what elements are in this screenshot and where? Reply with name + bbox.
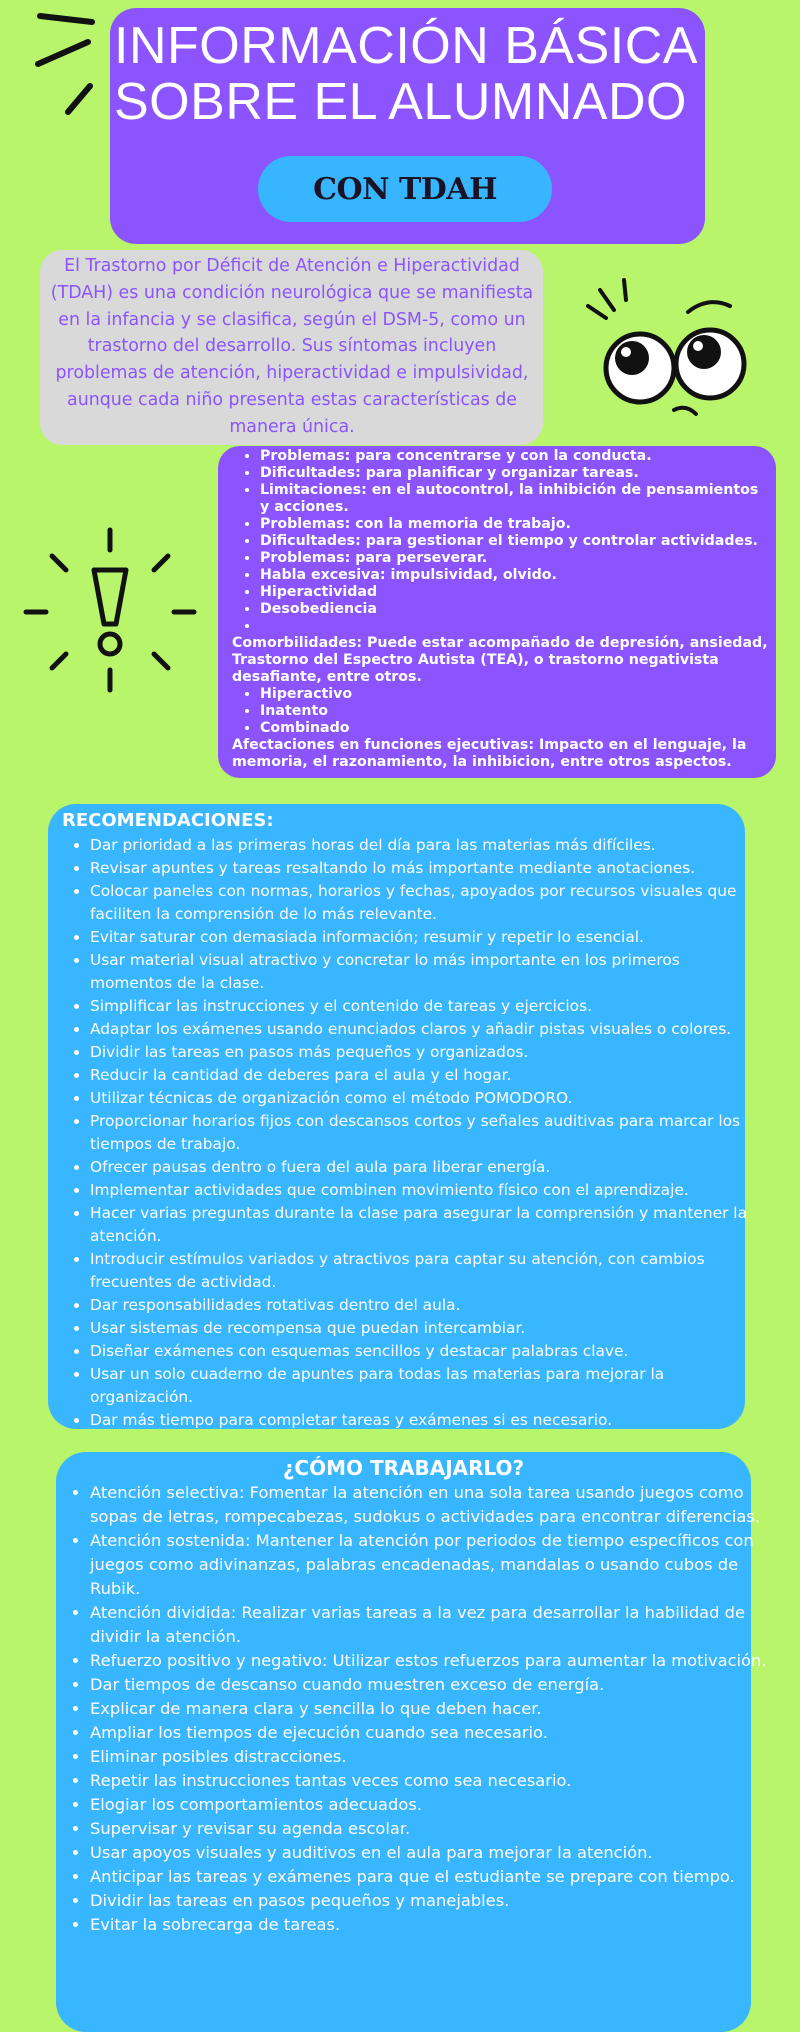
list-item: • Simplificar las instrucciones y el contenido de tareas y ejercicios. bbox=[90, 995, 762, 1018]
list-item: • Problemas: para perseverar. bbox=[260, 550, 772, 567]
list-item: • Evitar la sobrecarga de tareas. bbox=[90, 1913, 770, 1937]
list-item: • Atención sostenida: Mantener la atención por periodos de tiempo específicos con juegos como adivinanzas, palabras encadenadas, mandalas o usando cubos de Rubik. bbox=[90, 1529, 770, 1601]
list-item: • Reducir la cantidad de deberes para el aula y el hogar. bbox=[90, 1064, 762, 1087]
how-to-panel bbox=[56, 1452, 767, 2032]
intro-panel bbox=[40, 250, 543, 445]
list-item: • Usar sistemas de recompensa que puedan intercambiar. bbox=[90, 1317, 762, 1340]
list-item: • Usar apoyos visuales y auditivos en el aula para mejorar la atención. bbox=[90, 1841, 770, 1865]
list-item: • Dividir las tareas en pasos más pequeños y organizados. bbox=[90, 1041, 762, 1064]
executive-functions-text: Afectaciones en funciones ejecutivas: Impacto en el lenguaje, la memoria, el razonamiento, la inhibicion, entre otros aspectos. bbox=[232, 737, 747, 770]
list-item: • Supervisar y revisar su agenda escolar. bbox=[90, 1817, 770, 1841]
list-item: • Explicar de manera clara y sencilla lo que deben hacer. bbox=[90, 1697, 770, 1721]
list-item: • Problemas: con la memoria de trabajo. bbox=[260, 516, 772, 533]
list-item: • Hacer varias preguntas durante la clase para asegurar la comprensión y mantener la atención. bbox=[90, 1202, 762, 1248]
list-item: • Inatento bbox=[260, 703, 772, 720]
list-item: • Ofrecer pausas dentro o fuera del aula para liberar energía. bbox=[90, 1156, 762, 1179]
recommendations-title: RECOMENDACIONES: bbox=[62, 810, 274, 831]
title-banner bbox=[110, 8, 705, 244]
subtitle-badge: CON TDAH bbox=[258, 156, 552, 222]
list-item: • Proporcionar horarios fijos con descansos cortos y señales auditivas para marcar los tiempos de trabajo. bbox=[90, 1110, 762, 1156]
list-item: • Dar prioridad a las primeras horas del día para las materias más difíciles. bbox=[90, 834, 762, 857]
list-item: • Refuerzo positivo y negativo: Utilizar estos refuerzos para aumentar la motivación. bbox=[90, 1649, 770, 1673]
list-item: • Problemas: para concentrarse y con la conducta. bbox=[260, 448, 772, 465]
page-title bbox=[114, 18, 704, 130]
worried-eyes-icon bbox=[570, 276, 770, 426]
recommendations-list bbox=[68, 834, 762, 1432]
list-item: • Hiperactivo bbox=[260, 686, 772, 703]
symptoms-panel bbox=[218, 446, 776, 778]
list-item: • Diseñar exámenes con esquemas sencillos y destacar palabras clave. bbox=[90, 1340, 762, 1363]
list-item: • Revisar apuntes y tareas resaltando lo más importante mediante anotaciones. bbox=[90, 857, 762, 880]
list-item: • Evitar saturar con demasiada información; resumir y repetir lo esencial. bbox=[90, 926, 762, 949]
list-item: • Desobediencia bbox=[260, 601, 772, 618]
list-item: • Atención dividida: Realizar varias tareas a la vez para desarrollar la habilidad de dividir la atención. bbox=[90, 1601, 770, 1649]
list-item: • Dar responsabilidades rotativas dentro del aula. bbox=[90, 1294, 762, 1317]
list-item: • Dificultades: para planificar y organizar tareas. bbox=[260, 465, 772, 482]
list-item: • Usar un solo cuaderno de apuntes para todas las materias para mejorar la organización. bbox=[90, 1363, 762, 1409]
list-item: • Dar tiempos de descanso cuando muestren exceso de energía. bbox=[90, 1673, 770, 1697]
list-item: • Limitaciones: en el autocontrol, la inhibición de pensamientos y acciones. bbox=[260, 482, 772, 516]
list-item: • Dar más tiempo para completar tareas y exámenes si es necesario. bbox=[90, 1409, 762, 1432]
list-item bbox=[260, 618, 772, 635]
accent-lines-icon bbox=[30, 8, 110, 120]
symptoms-list bbox=[232, 448, 772, 635]
list-item: • Habla excesiva: impulsividad, olvido. bbox=[260, 567, 772, 584]
list-item: • Combinado bbox=[260, 720, 772, 737]
list-item: • Usar material visual atractivo y concretar lo más importante en los primeros momentos de la clase. bbox=[90, 949, 762, 995]
title-line-1: INFORMACIÓN BÁSICA bbox=[114, 17, 698, 75]
list-item: • Adaptar los exámenes usando enunciados claros y añadir pistas visuales o colores. bbox=[90, 1018, 762, 1041]
how-to-title: ¿CÓMO TRABAJARLO? bbox=[282, 1456, 525, 1480]
list-item: • Colocar paneles con normas, horarios y fechas, apoyados por recursos visuales que faciliten la comprensión de lo más relevante. bbox=[90, 880, 762, 926]
comorbidities-text: Comorbilidades: Puede estar acompañado de depresión, ansiedad, Trastorno del Espectro Autista (TEA), o trastorno negativista desafiante, entre otros. bbox=[232, 635, 768, 685]
list-item: • Utilizar técnicas de organización como el método POMODORO. bbox=[90, 1087, 762, 1110]
list-item: • Hiperactividad bbox=[260, 584, 772, 601]
types-list bbox=[232, 686, 772, 737]
list-item: • Ampliar los tiempos de ejecución cuando sea necesario. bbox=[90, 1721, 770, 1745]
list-item: • Eliminar posibles distracciones. bbox=[90, 1745, 770, 1769]
title-line-2: SOBRE EL ALUMNADO bbox=[114, 73, 687, 131]
list-item: • Dividir las tareas en pasos pequeños y manejables. bbox=[90, 1889, 770, 1913]
recommendations-panel bbox=[48, 804, 748, 1429]
list-item: • Elogiar los comportamientos adecuados. bbox=[90, 1793, 770, 1817]
list-item: • Introducir estímulos variados y atractivos para captar su atención, con cambios frecuentes de actividad. bbox=[90, 1248, 762, 1294]
list-item: • Repetir las instrucciones tantas veces como sea necesario. bbox=[90, 1769, 770, 1793]
list-item: • Anticipar las tareas y exámenes para que el estudiante se prepare con tiempo. bbox=[90, 1865, 770, 1889]
intro-text: El Trastorno por Déficit de Atención e Hiperactividad (TDAH) es una condición neurológica que se manifiesta en la infancia y se clasifica, según el DSM-5, como un trastorno del desarrollo. Sus síntomas incluyen problemas de atención, hiperactividad e impulsividad, aunque cada niño presenta estas características de manera única. bbox=[50, 256, 534, 437]
how-to-list bbox=[68, 1481, 770, 1937]
exclamation-lightbulb-icon bbox=[20, 520, 200, 700]
list-item: • Implementar actividades que combinen movimiento físico con el aprendizaje. bbox=[90, 1179, 762, 1202]
list-item: • Dificultades: para gestionar el tiempo y controlar actividades. bbox=[260, 533, 772, 550]
list-item: • Atención selectiva: Fomentar la atención en una sola tarea usando juegos como sopas de letras, rompecabezas, sudokus o actividades para encontrar diferencias. bbox=[90, 1481, 770, 1529]
